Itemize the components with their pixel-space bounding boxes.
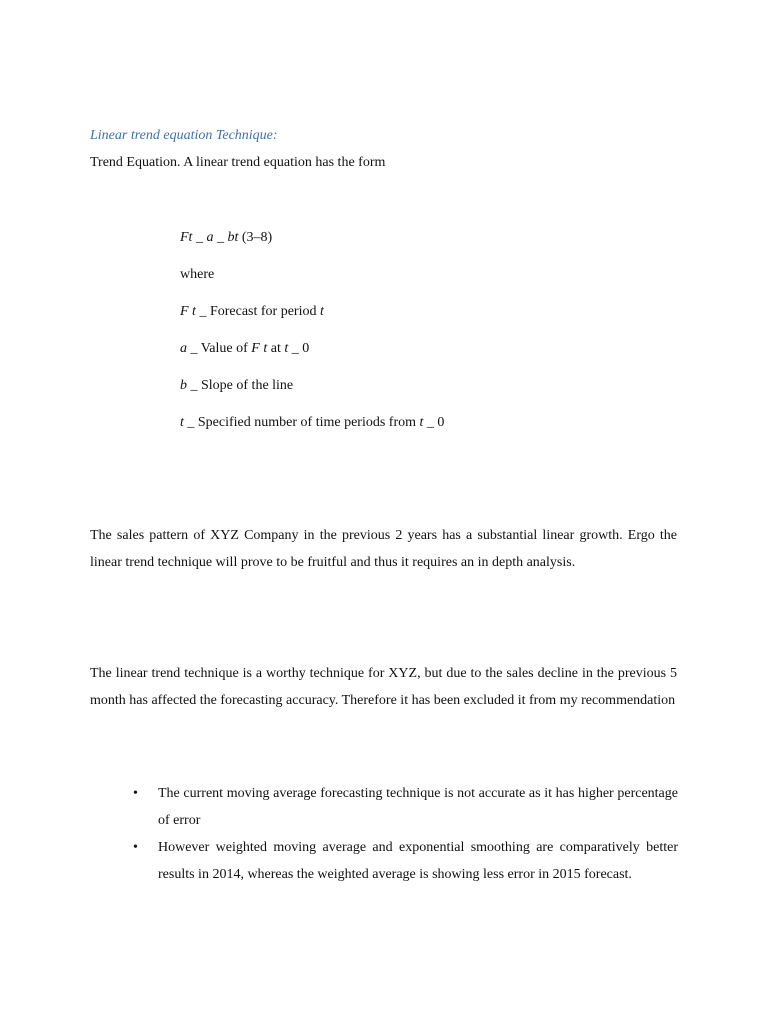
bullet-list bbox=[130, 780, 678, 888]
definition-text: _ Value of bbox=[187, 341, 252, 356]
bullet-item bbox=[130, 834, 678, 888]
section-heading: Linear trend equation Technique: bbox=[90, 128, 278, 143]
equation-a: a bbox=[206, 230, 214, 245]
definition-t bbox=[180, 415, 444, 431]
definition-tail: at bbox=[267, 341, 285, 356]
bullet-icon: • bbox=[133, 840, 138, 855]
definition-text: _ Forecast for period bbox=[195, 304, 320, 319]
intro-text: Trend Equation. A linear trend equation has the form bbox=[90, 155, 386, 170]
bullet-icon: • bbox=[133, 786, 138, 801]
paragraph-recommendation: The linear trend technique is a worthy technique for XYZ, but due to the sales decline in the previous 5 month has affected the forecasting accuracy. Therefore it has been excluded it from my recommendation bbox=[90, 666, 677, 708]
bullet-text: The current moving average forecasting technique is not accurate as it has higher percentage of error bbox=[158, 786, 678, 828]
definition-a bbox=[180, 341, 309, 357]
bullet-text: However weighted moving average and exponential smoothing are comparatively better results in 2014, whereas the weighted average is showing less error in 2015 forecast. bbox=[158, 840, 678, 882]
bullet-item bbox=[130, 780, 678, 834]
definition-tail: _ 0 bbox=[423, 415, 445, 430]
definition-symbol: t bbox=[180, 415, 184, 430]
paragraph-sales-pattern: The sales pattern of XYZ Company in the previous 2 years has a substantial linear growth. Ergo the linear trend technique will prove to be fruitful and thus it requires an in depth analysis. bbox=[90, 528, 677, 570]
definition-text: _ Specified number of time periods from bbox=[183, 415, 420, 430]
definition-b bbox=[180, 378, 293, 394]
equation-sep-1: _ bbox=[192, 230, 207, 245]
equation-lhs: Ft bbox=[180, 230, 193, 245]
definition-text: _ Slope of the line bbox=[187, 378, 294, 393]
where-label: where bbox=[180, 267, 215, 282]
equation-bt: bt bbox=[227, 230, 239, 245]
definition-tail-2: _ 0 bbox=[288, 341, 310, 356]
definition-tail-symbol: t bbox=[319, 304, 324, 319]
definition-tail-symbol: t bbox=[419, 415, 424, 430]
definition-symbol: F t bbox=[180, 304, 196, 319]
definition-ft bbox=[180, 304, 324, 320]
definition-symbol: a bbox=[180, 341, 187, 356]
equation-sep-2: _ bbox=[213, 230, 228, 245]
equation-number: (3–8) bbox=[238, 230, 273, 245]
trend-equation bbox=[180, 230, 272, 246]
definition-tail-symbol: F t bbox=[251, 341, 268, 356]
definition-symbol: b bbox=[180, 378, 187, 393]
definition-tail-symbol-2: t bbox=[284, 341, 289, 356]
